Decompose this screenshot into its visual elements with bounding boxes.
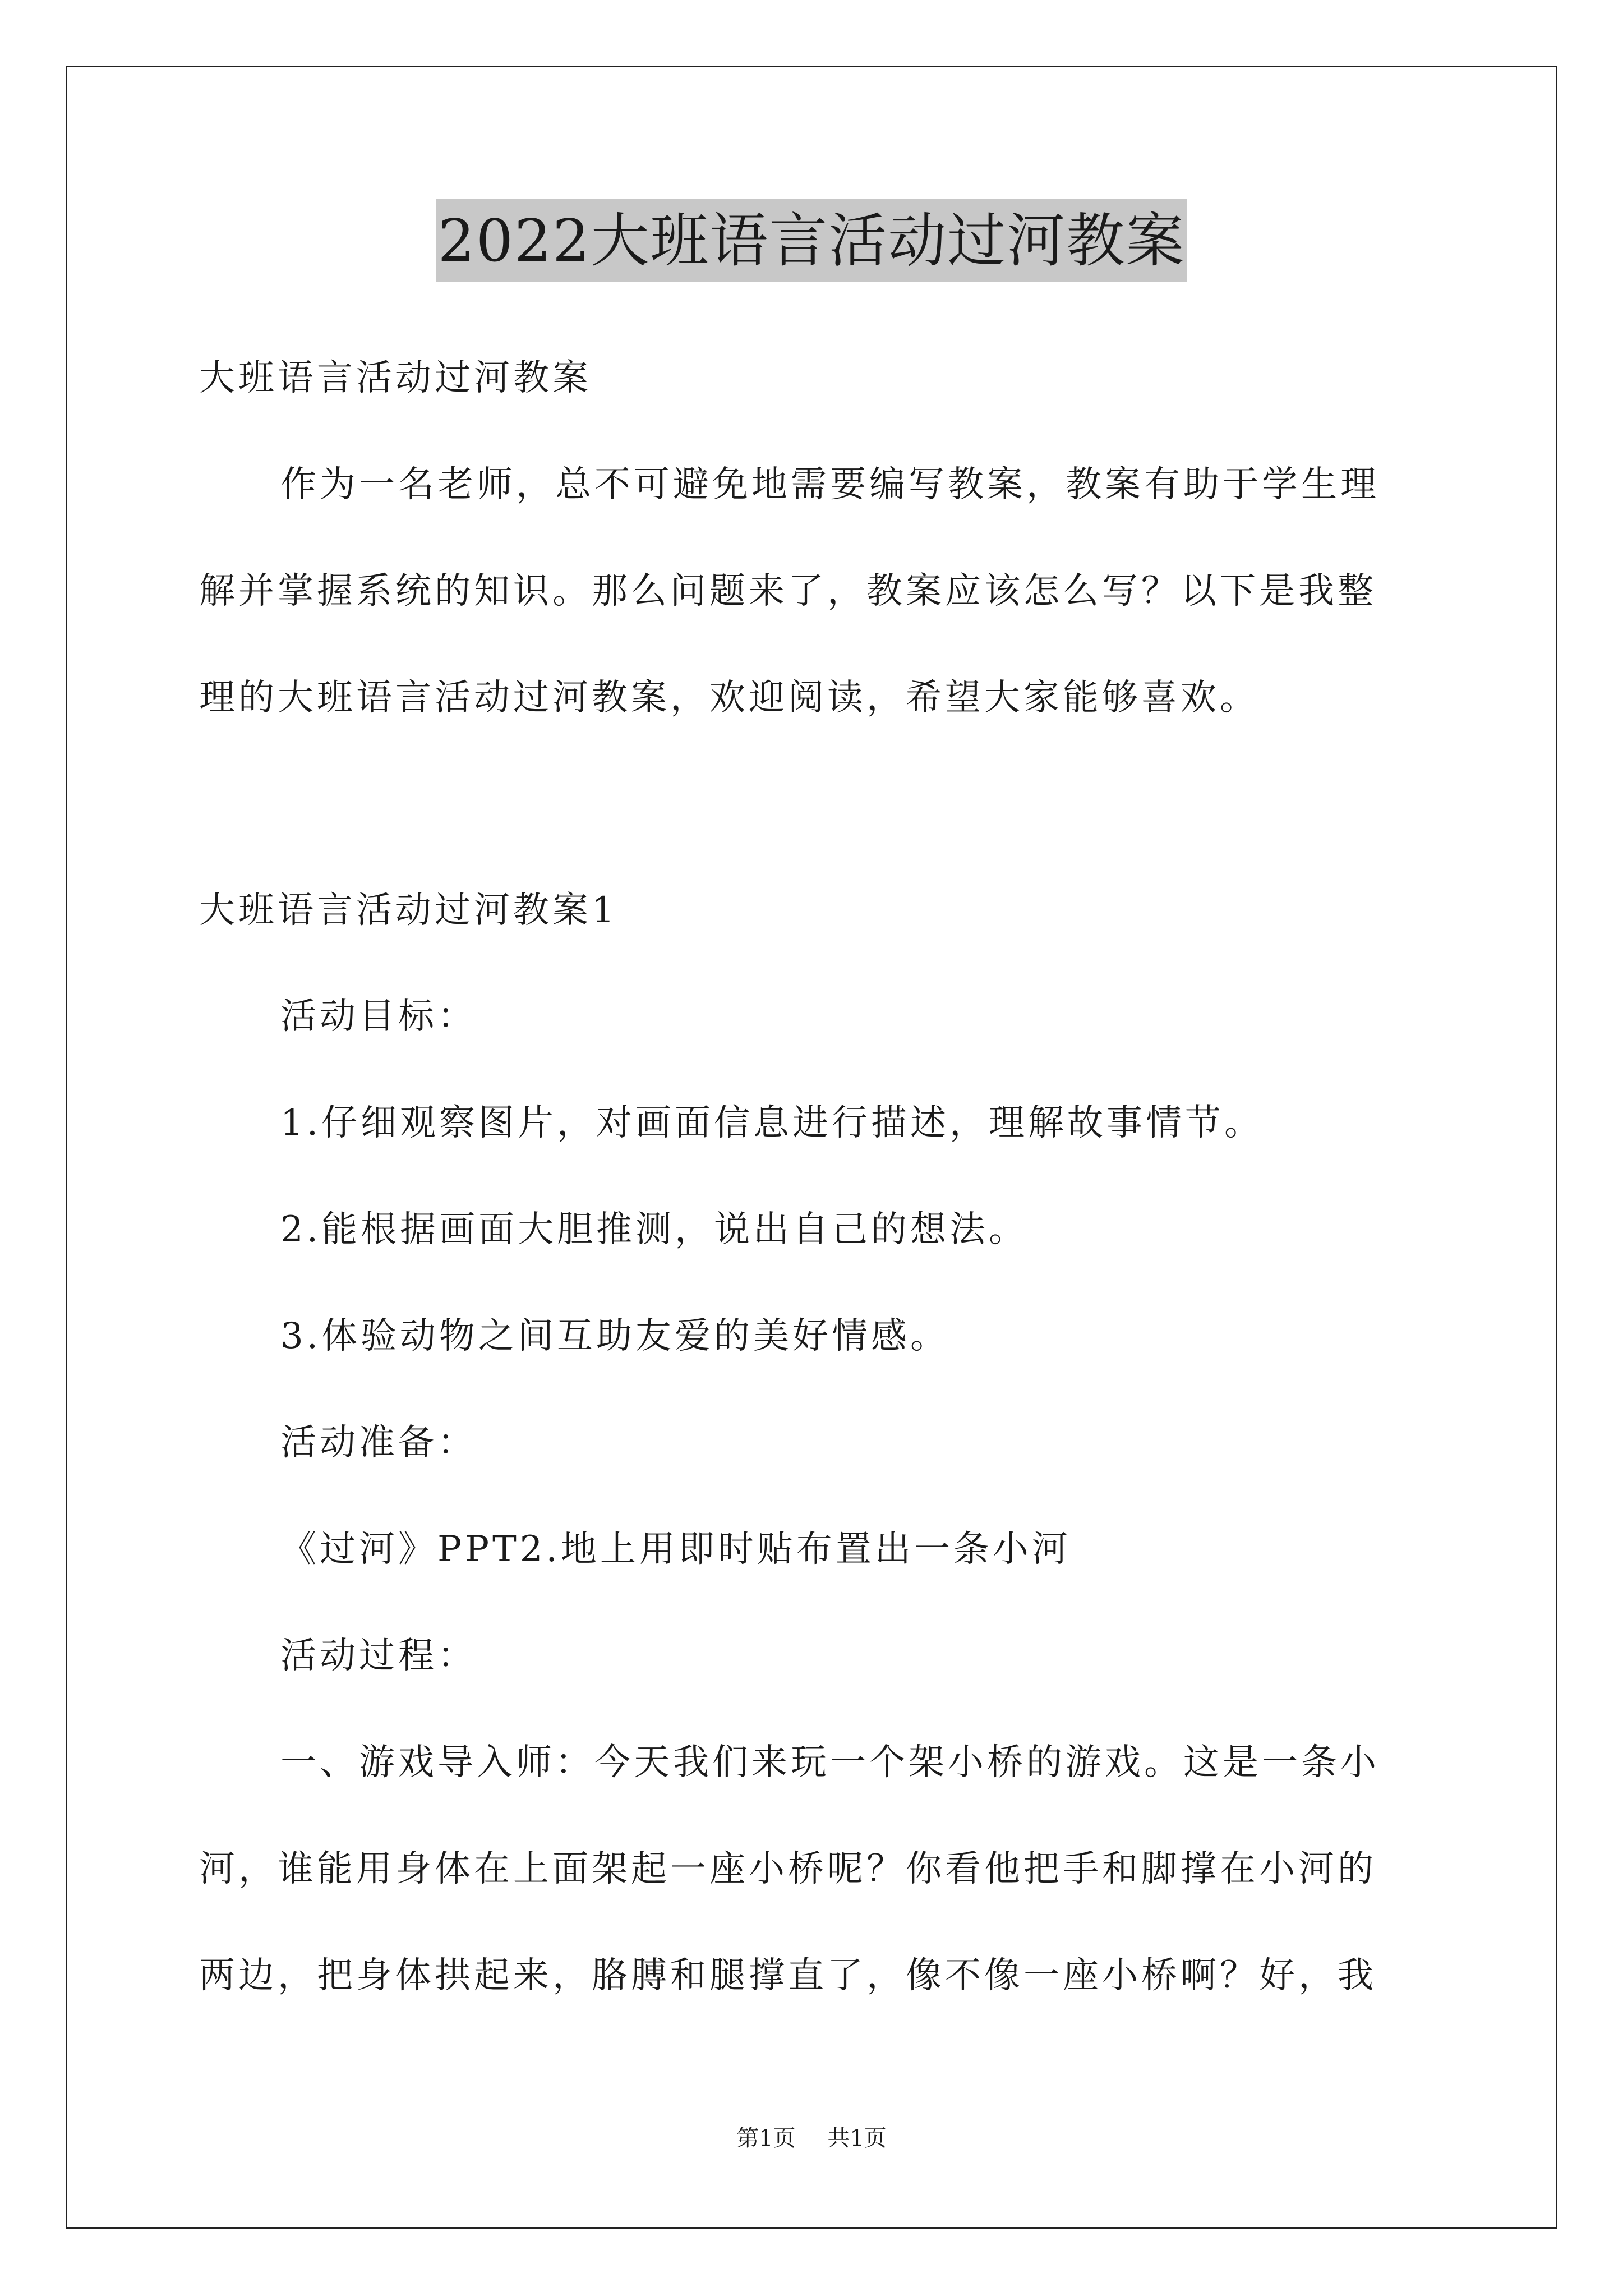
process-line-3: 两边，把身体拱起来，胳膊和腿撑直了，像不像一座小桥啊？好，我 (199, 1955, 1377, 1996)
goals-heading: 活动目标： (280, 996, 477, 1037)
section-heading: 大班语言活动过河教案1 (199, 890, 618, 931)
title-container (0, 199, 1623, 282)
prep-text: 《过河》PPT2.地上用即时贴布置出一条小河 (280, 1529, 1071, 1570)
goal-item-3: 3.体验动物之间互助友爱的美好情感。 (280, 1315, 950, 1357)
process-heading: 活动过程： (280, 1635, 477, 1677)
process-line-1: 一、游戏导入师：今天我们来玩一个架小桥的游戏。这是一条小 (280, 1742, 1380, 1783)
intro-line-3: 理的大班语言活动过河教案，欢迎阅读，希望大家能够喜欢。 (199, 677, 1259, 719)
page-total: 共1页 (827, 2125, 887, 2151)
goal-item-2: 2.能根据画面大胆推测，说出自己的想法。 (280, 1209, 1029, 1250)
prep-heading: 活动准备： (280, 1422, 477, 1464)
goal-item-1: 1.仔细观察图片，对画面信息进行描述，理解故事情节。 (280, 1102, 1264, 1144)
page-number: 第1页 (736, 2125, 796, 2151)
process-line-2: 河，谁能用身体在上面架起一座小桥呢？你看他把手和脚撑在小河的 (199, 1848, 1377, 1890)
document-title: 2022大班语言活动过河教案 (436, 199, 1188, 282)
subtitle: 大班语言活动过河教案 (199, 357, 592, 399)
intro-line-1: 作为一名老师，总不可避免地需要编写教案，教案有助于学生理 (280, 464, 1380, 505)
page-footer (0, 2123, 1623, 2154)
intro-line-2: 解并掌握系统的知识。那么问题来了，教案应该怎么写？以下是我整 (199, 570, 1377, 612)
